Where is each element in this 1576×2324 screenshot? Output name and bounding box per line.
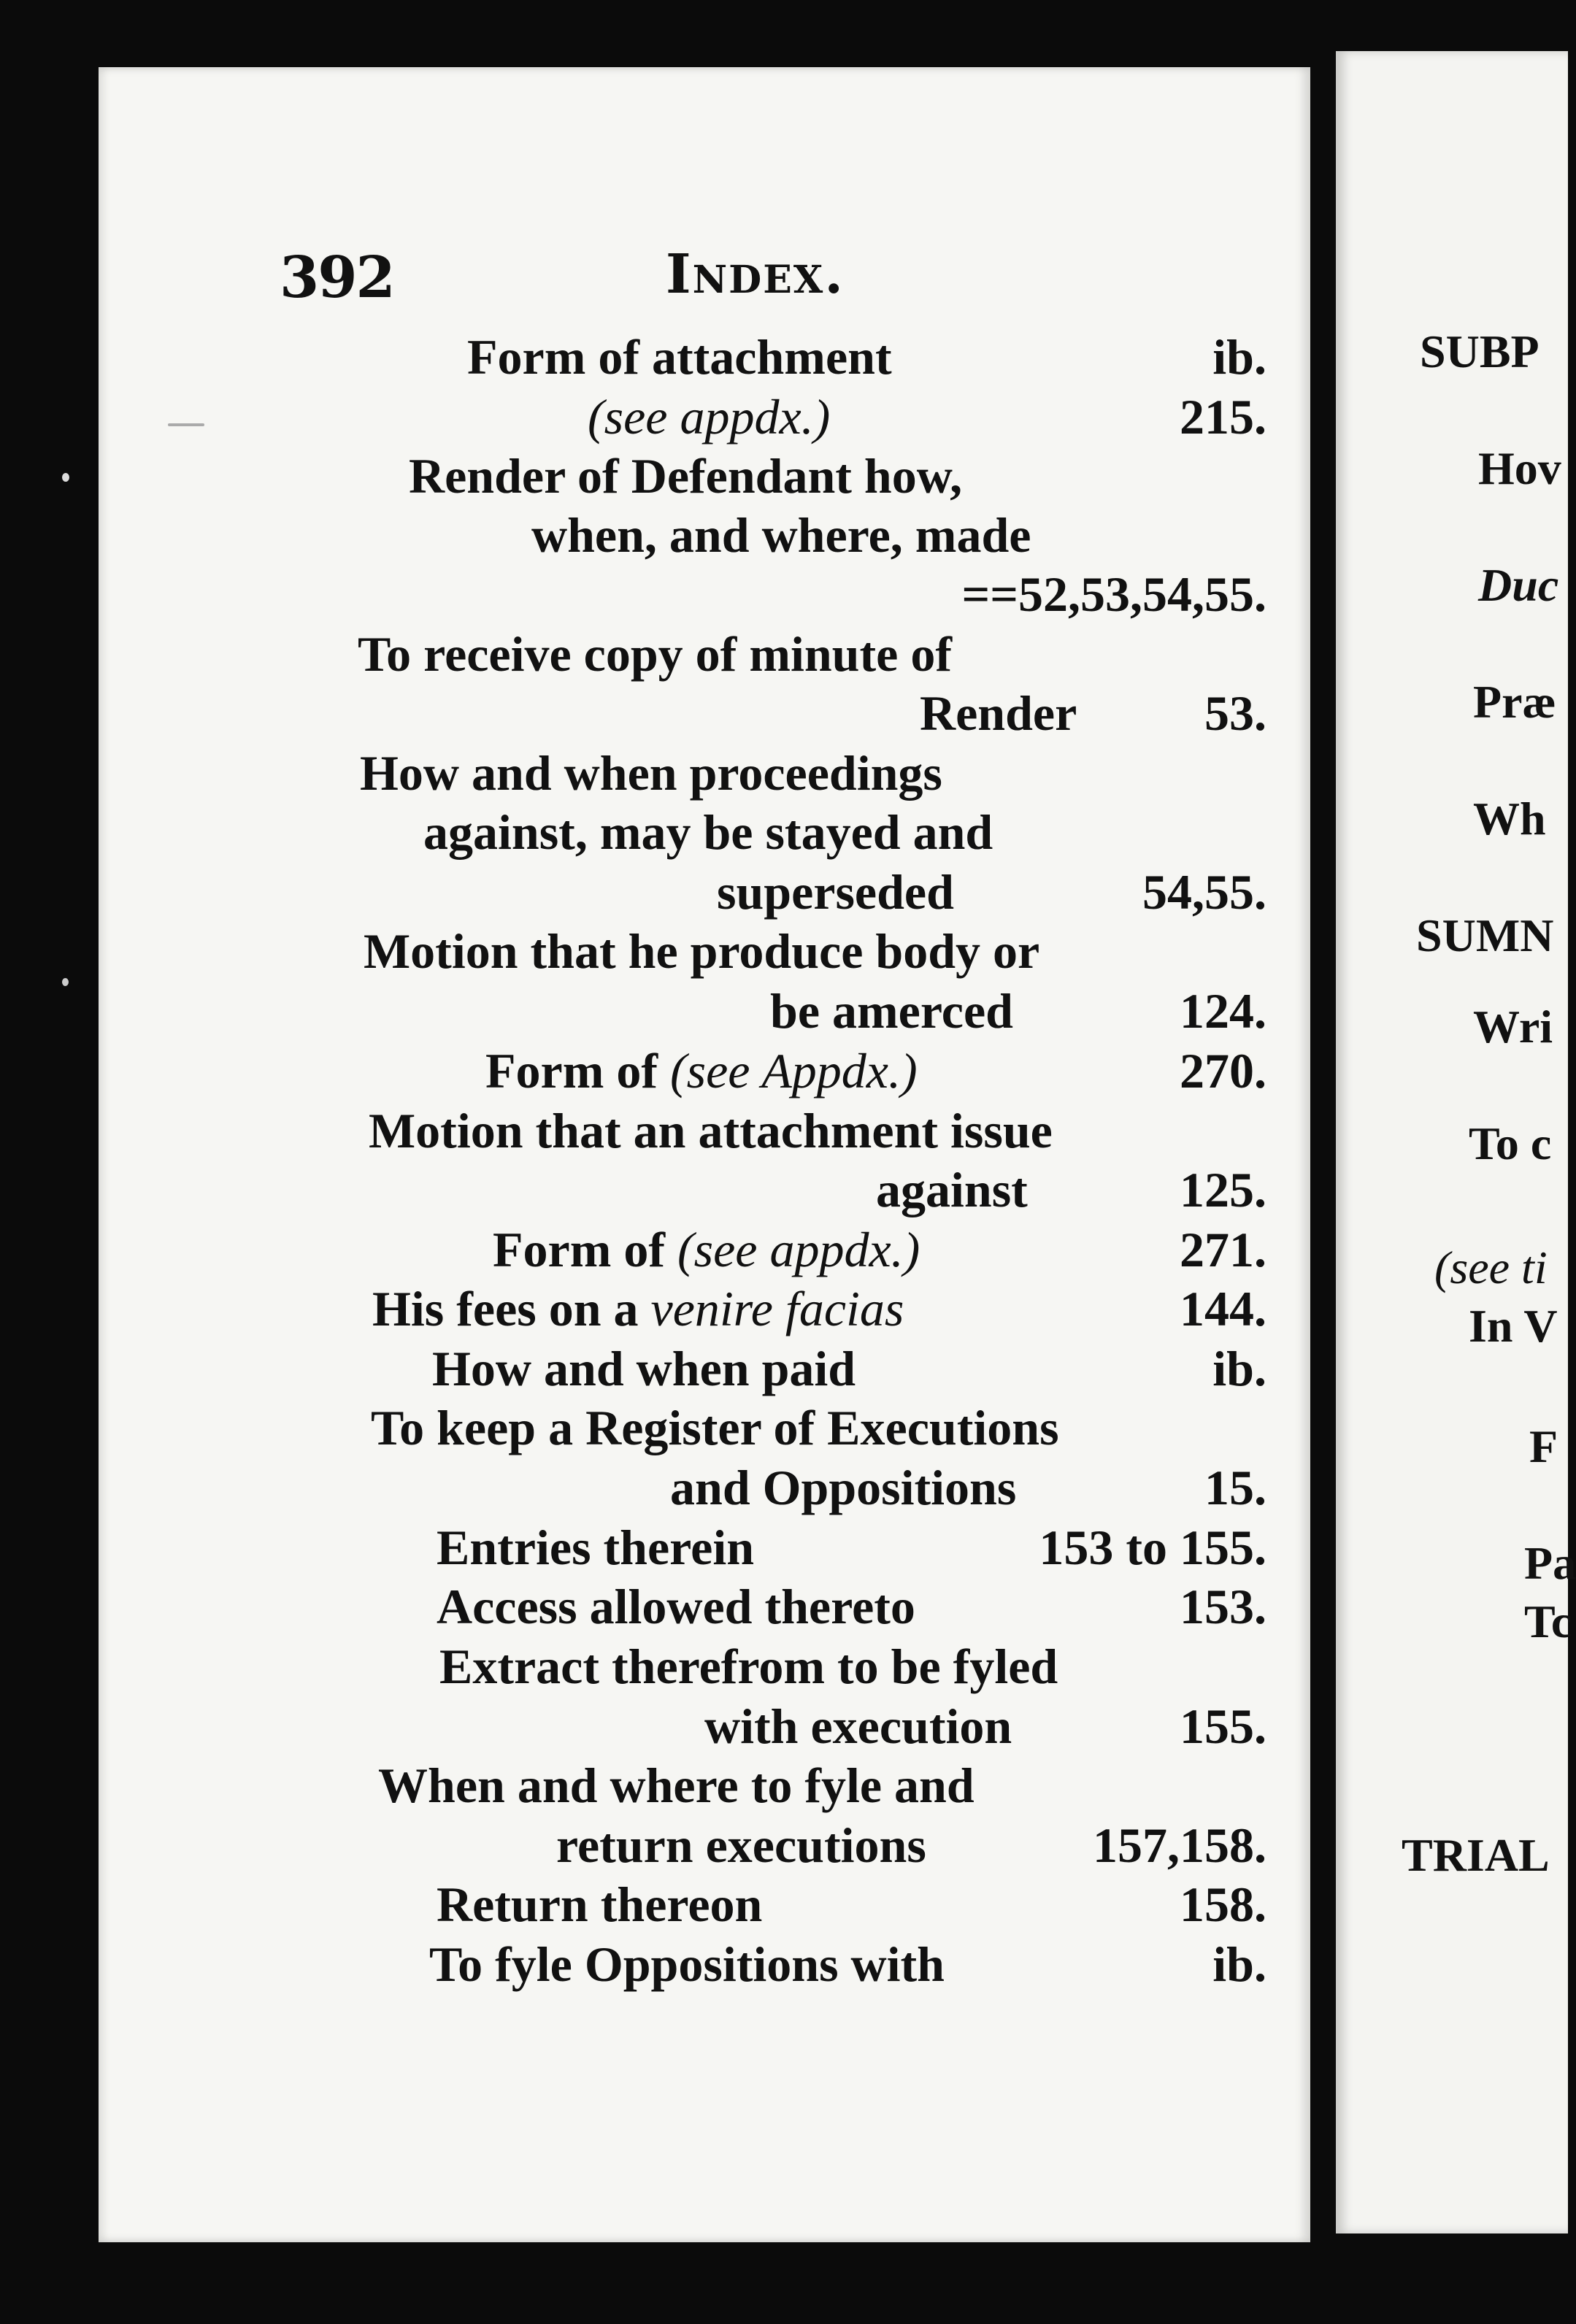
index-entry-text: superseded — [717, 864, 954, 920]
index-entry-text: be amerced — [770, 983, 1013, 1039]
index-entry-text: Entries therein — [437, 1520, 755, 1575]
facing-page-word: TRIAL — [1402, 1829, 1550, 1881]
index-entry-text: When and where to fyle and — [378, 1758, 975, 1813]
index-entry-ref: 153. — [1180, 1579, 1266, 1634]
facing-page-word: Præ — [1473, 676, 1556, 728]
page-number: 392 — [280, 245, 394, 311]
index-entry-text — [493, 1221, 920, 1279]
index-entry-text: How and when proceedings — [360, 745, 942, 801]
index-entry-ref: 53. — [1204, 685, 1266, 741]
index-entry-ref: ib. — [1212, 329, 1266, 385]
index-entry-text: How and when paid — [432, 1341, 856, 1396]
scan-speck — [168, 423, 204, 426]
index-entry-ref: ib. — [1212, 1936, 1266, 1992]
scan-speck — [62, 978, 69, 986]
facing-page-word: SUBP — [1420, 326, 1540, 377]
facing-page-word: To c — [1469, 1117, 1552, 1169]
index-entry-text-a: Form of — [493, 1222, 678, 1277]
index-entry-text: Motion that an attachment issue — [369, 1103, 1053, 1158]
running-head: Index. — [666, 243, 845, 306]
index-entry-text: Extract therefrom to be fyled — [439, 1639, 1058, 1694]
index-entry-text: (see appdx.) — [588, 389, 831, 445]
index-entry-ref: 215. — [1180, 389, 1266, 445]
facing-page-word: Tc — [1524, 1596, 1572, 1647]
facing-page-word: Duc — [1478, 559, 1559, 611]
facing-page-word: Wh — [1473, 793, 1546, 844]
index-entry-ref: 271. — [1180, 1222, 1266, 1277]
facing-page-word: Wri — [1473, 1001, 1553, 1053]
index-entry-ref: 270. — [1180, 1043, 1266, 1098]
index-entry-text: return executions — [556, 1817, 926, 1873]
index-entry-text — [372, 1280, 904, 1338]
index-entry-text: against — [876, 1162, 1028, 1217]
index-entry-ref: 15. — [1204, 1460, 1266, 1515]
index-entry-text: against, may be stayed and — [423, 804, 993, 860]
index-entry-text: Motion that he produce body or — [364, 923, 1040, 979]
index-entry-text — [485, 1042, 918, 1100]
index-entry-text: and Oppositions — [670, 1460, 1017, 1515]
index-entry-ref: 153 to 155. — [1039, 1520, 1266, 1575]
index-entry-ref: 144. — [1180, 1281, 1266, 1336]
index-entry-text-b: (see Appdx.) — [670, 1043, 918, 1098]
index-entry-text: Form of attachment — [467, 329, 892, 385]
facing-page-word: In V — [1469, 1300, 1558, 1352]
index-entry-text: To keep a Register of Executions — [371, 1400, 1059, 1455]
index-entry-ref: 124. — [1180, 983, 1266, 1039]
index-entry-text: Return thereon — [437, 1877, 763, 1932]
index-entry-text: To fyle Oppositions with — [429, 1936, 945, 1992]
scan-speck — [62, 473, 69, 482]
facing-page-word: (see ti — [1434, 1242, 1548, 1293]
index-entry-text-b: (see appdx.) — [677, 1222, 920, 1277]
index-entry-text: To receive copy of minute of — [358, 626, 952, 682]
index-entry-ref: 157,158. — [1093, 1817, 1266, 1873]
facing-page-word: F — [1529, 1420, 1558, 1472]
facing-page-word: Hov — [1478, 442, 1561, 494]
index-entry-ref: 158. — [1180, 1877, 1266, 1932]
facing-page-word: SUMN — [1416, 909, 1554, 961]
index-entry-text-a: His fees on a — [372, 1281, 651, 1336]
index-entry-text: with execution — [704, 1698, 1012, 1754]
index-entry-text: Render of Defendant how, — [409, 448, 963, 504]
index-entry-ref: ib. — [1212, 1341, 1266, 1396]
index-entry-text: Render — [920, 685, 1077, 741]
index-entry-ref: 155. — [1180, 1698, 1266, 1754]
index-entry-text-b: venire facias — [650, 1281, 904, 1336]
index-entry-ref: 54,55. — [1142, 864, 1266, 920]
facing-page-word: Pa — [1524, 1537, 1576, 1589]
index-entry-text: Access allowed thereto — [437, 1579, 915, 1634]
index-entry-ref: ==52,53,54,55. — [961, 566, 1266, 622]
index-entry-text-a: Form of — [485, 1043, 671, 1098]
index-entry-ref: 125. — [1180, 1162, 1266, 1217]
index-entry-text: when, and where, made — [531, 507, 1031, 563]
